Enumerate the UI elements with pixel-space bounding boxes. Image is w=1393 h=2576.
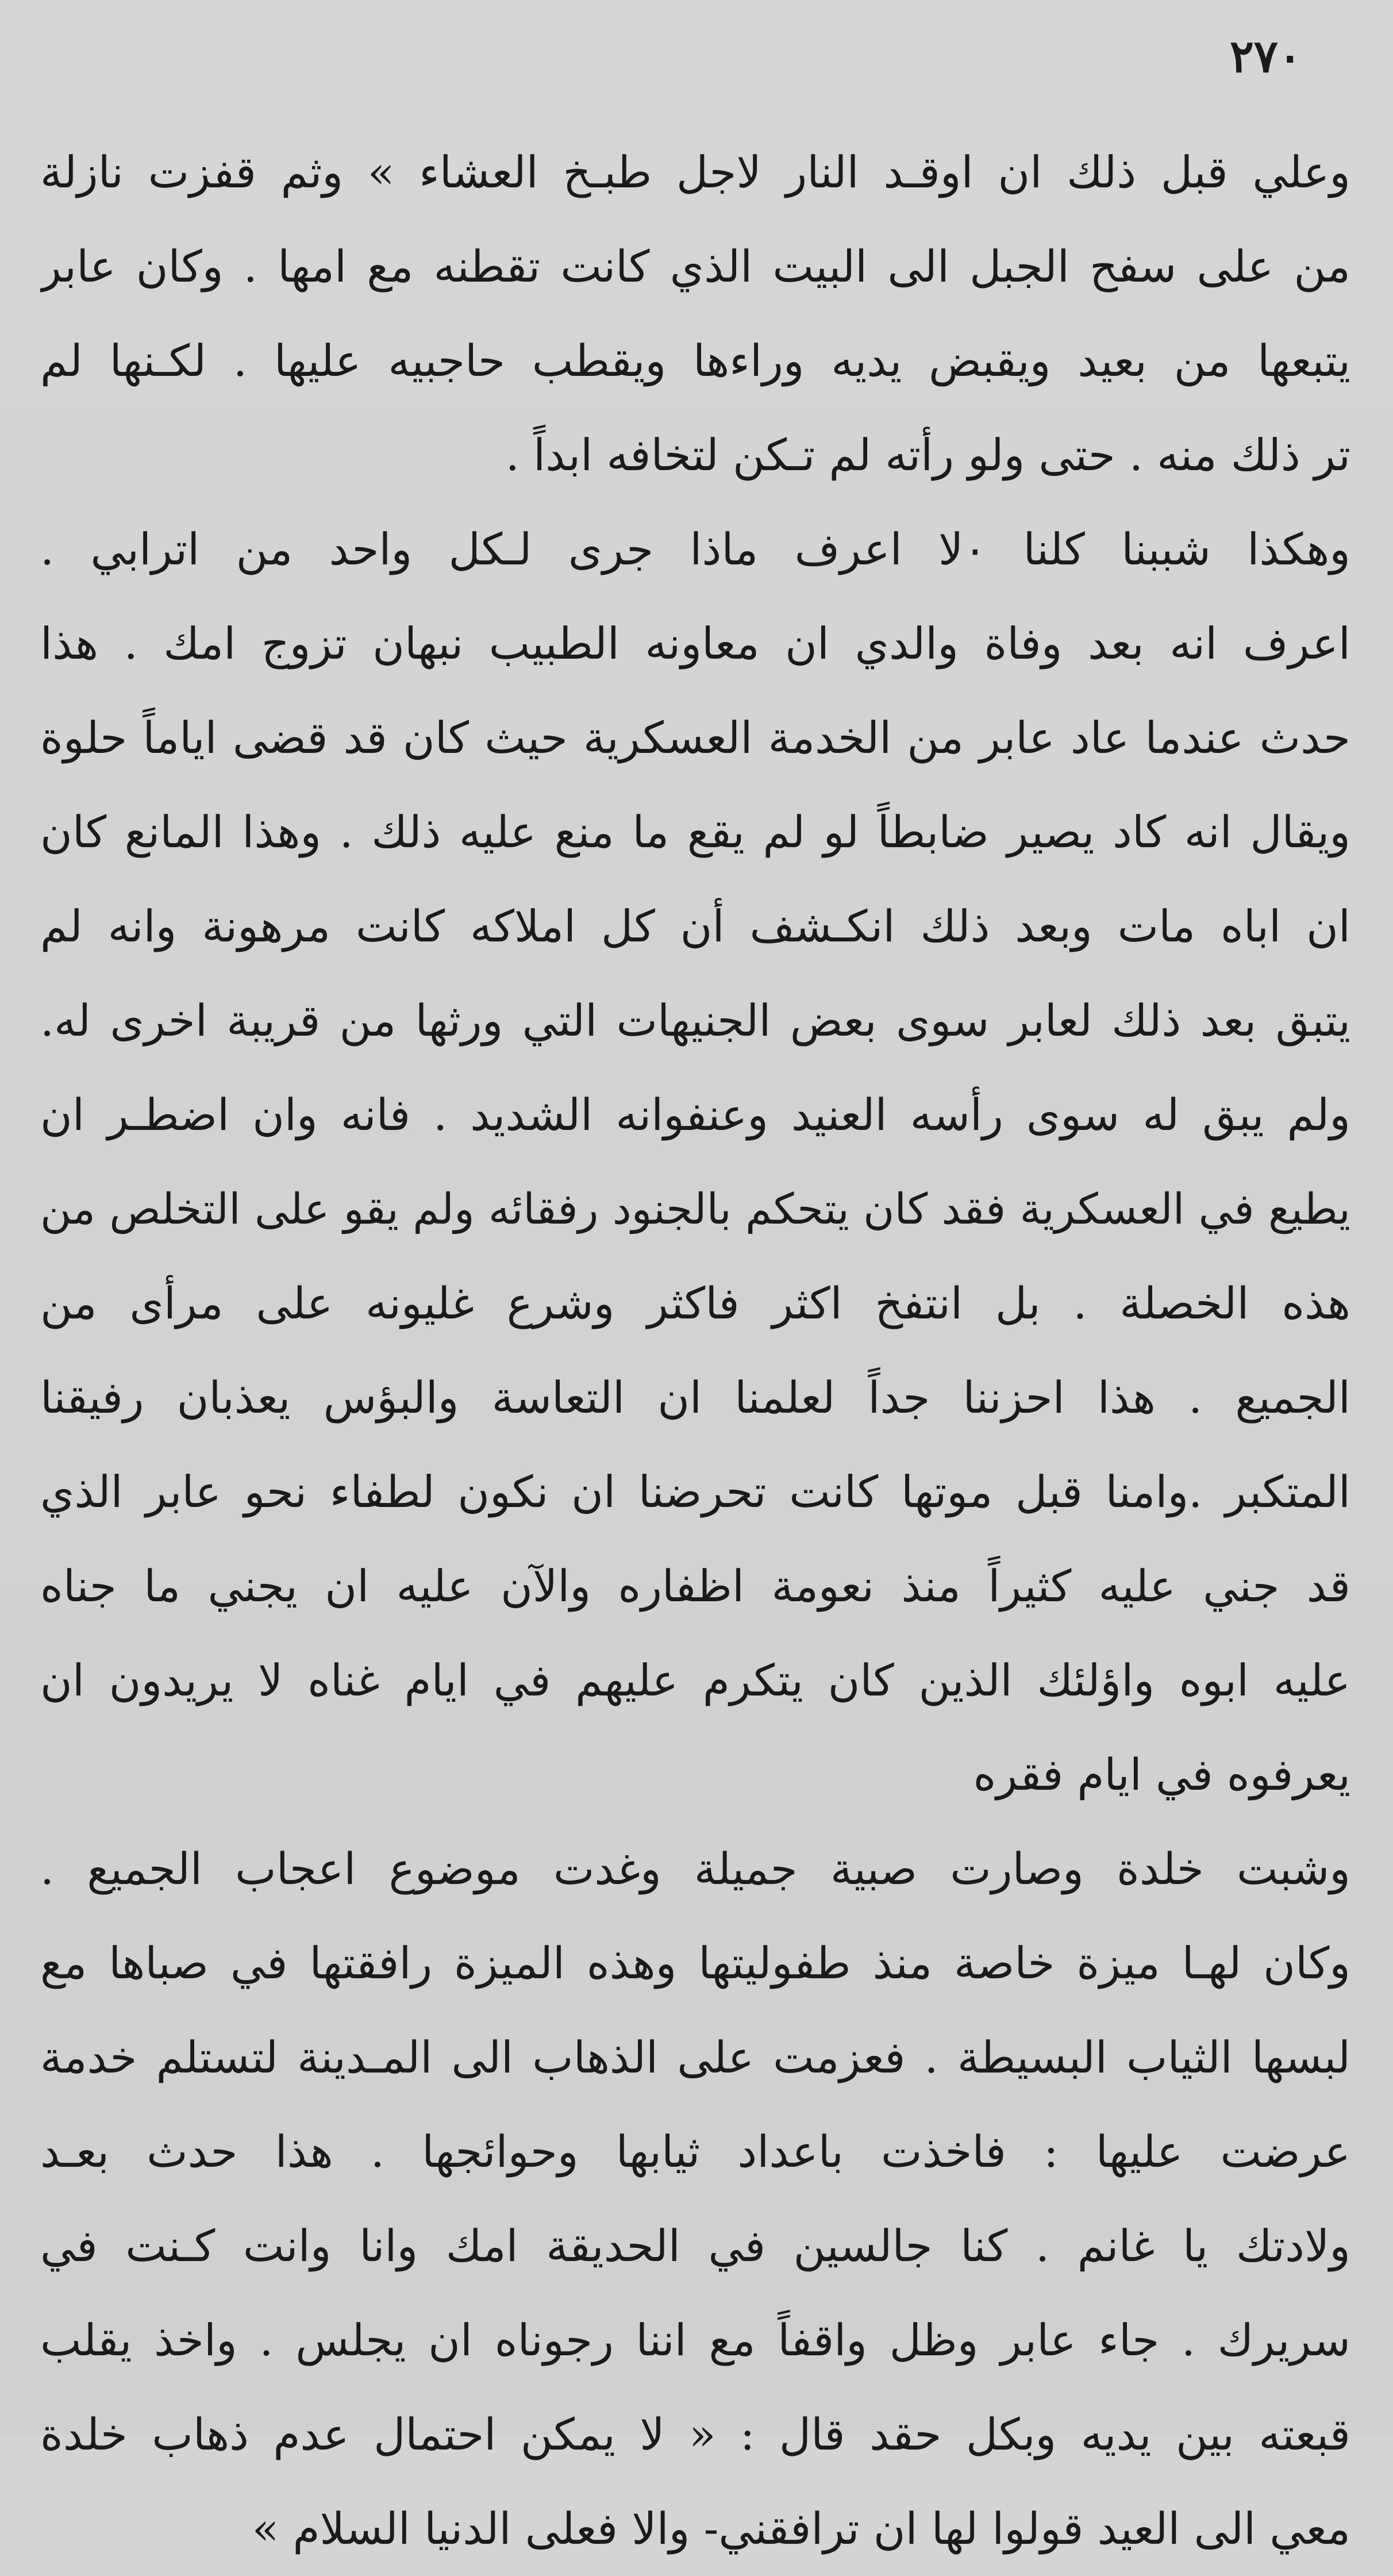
text-line: وعلي قبل ذلك ان اوقـد النار لاجل طبـخ العشاء » وثم قفزت نازلة <box>40 147 1350 198</box>
text-line: ويقال انه كاد يصير ضابطاً لو لم يقع ما منع عليه ذلك . وهذا المانع كان <box>40 806 1350 858</box>
text-line: وكان لهـا ميزة خاصة منذ طفوليتها وهذه الميزة رافقتها في صباها مع <box>40 1937 1350 1989</box>
text-line: من على سفح الجبل الى البيت الذي كانت تقطنه مع امها . وكان عابر <box>40 241 1350 292</box>
text-line: وهكذا شببنا كلنا ٠لا اعرف ماذا جرى لـكل واحد من اترابي . <box>40 524 1350 575</box>
text-line: لبسها الثياب البسيطة . فعزمت على الذهاب الى المـدينة لتستلم خدمة <box>40 2032 1350 2083</box>
text-line: تر ذلك منه . حتى ولو رأته لم تـكن لتخافه ابداً . <box>505 429 1350 480</box>
text-line: يتبق بعد ذلك لعابر سوى بعض الجنيهات التي ورثها من قريبة اخرى له. <box>40 995 1350 1046</box>
text-line: ولادتك يا غانم . كنا جالسين في الحديقة امك وانا وانت كـنت في <box>40 2220 1350 2271</box>
page-number: ٢٧٠ <box>1230 30 1302 83</box>
text-line: يعرفوه في ايام فقره <box>973 1749 1350 1800</box>
text-line: سريرك . جاء عابر وظل واقفاً مع اننا رجوناه ان يجلس . واخذ يقلب <box>40 2314 1350 2366</box>
text-line: ان اباه مات وبعد ذلك انكـشف أن كل املاكه كانت مرهونة وانه لم <box>40 901 1350 952</box>
text-line: قبعته بين يديه وبكل حقد قال : « لا يمكن احتمال عدم ذهاب خلدة <box>40 2409 1350 2460</box>
text-line: الجميع . هذا احزننا جداً لعلمنا ان التعاسة والبؤس يعذبان رفيقنا <box>40 1372 1350 1423</box>
text-line: عليه ابوه واؤلئك الذين كان يتكرم عليهم في ايام غناه لا يريدون ان <box>40 1655 1350 1706</box>
text-line: ولم يبق له سوى رأسه العنيد وعنفوانه الشديد . فانه وان اضطـر ان <box>40 1089 1350 1140</box>
text-line: اعرف انه بعد وفاة والدي ان معاونه الطبيب نبهان تزوج امك . هذا <box>40 618 1350 669</box>
text-line: يطيع في العسكرية فقد كان يتحكم بالجنود رفقائه ولم يقو على التخلص من <box>40 1185 1350 1234</box>
text-line: حدث عندما عاد عابر من الخدمة العسكرية حيث كان قد قضى اياماً حلوة <box>40 712 1350 763</box>
text-line: هذه الخصلة . بل انتفخ اكثر فاكثر وشرع غليونه على مرأى من <box>40 1278 1350 1329</box>
text-line: وشبت خلدة وصارت صبية جميلة وغدت موضوع اعجاب الجميع . <box>40 1843 1350 1894</box>
text-line: يتبعها من بعيد ويقبض يديه وراءها ويقطب حاجبيه عليها . لكـنها لم <box>40 335 1350 386</box>
body-text <box>40 125 1350 2576</box>
text-line: المتكبر .وامنا قبل موتها كانت تحرضنا ان نكون لطفاء نحو عابر الذي <box>40 1466 1350 1517</box>
text-line: عرضت عليها : فاخذت باعداد ثيابها وحوائجها . هذا حدث بعـد <box>40 2126 1350 2177</box>
text-line: معي الى العيد قولوا لها ان ترافقني- والا فعلى الدنيا السلام » <box>252 2503 1350 2554</box>
text-line: قد جني عليه كثيراً منذ نعومة اظفاره والآن عليه ان يجني ما جناه <box>40 1560 1350 1612</box>
